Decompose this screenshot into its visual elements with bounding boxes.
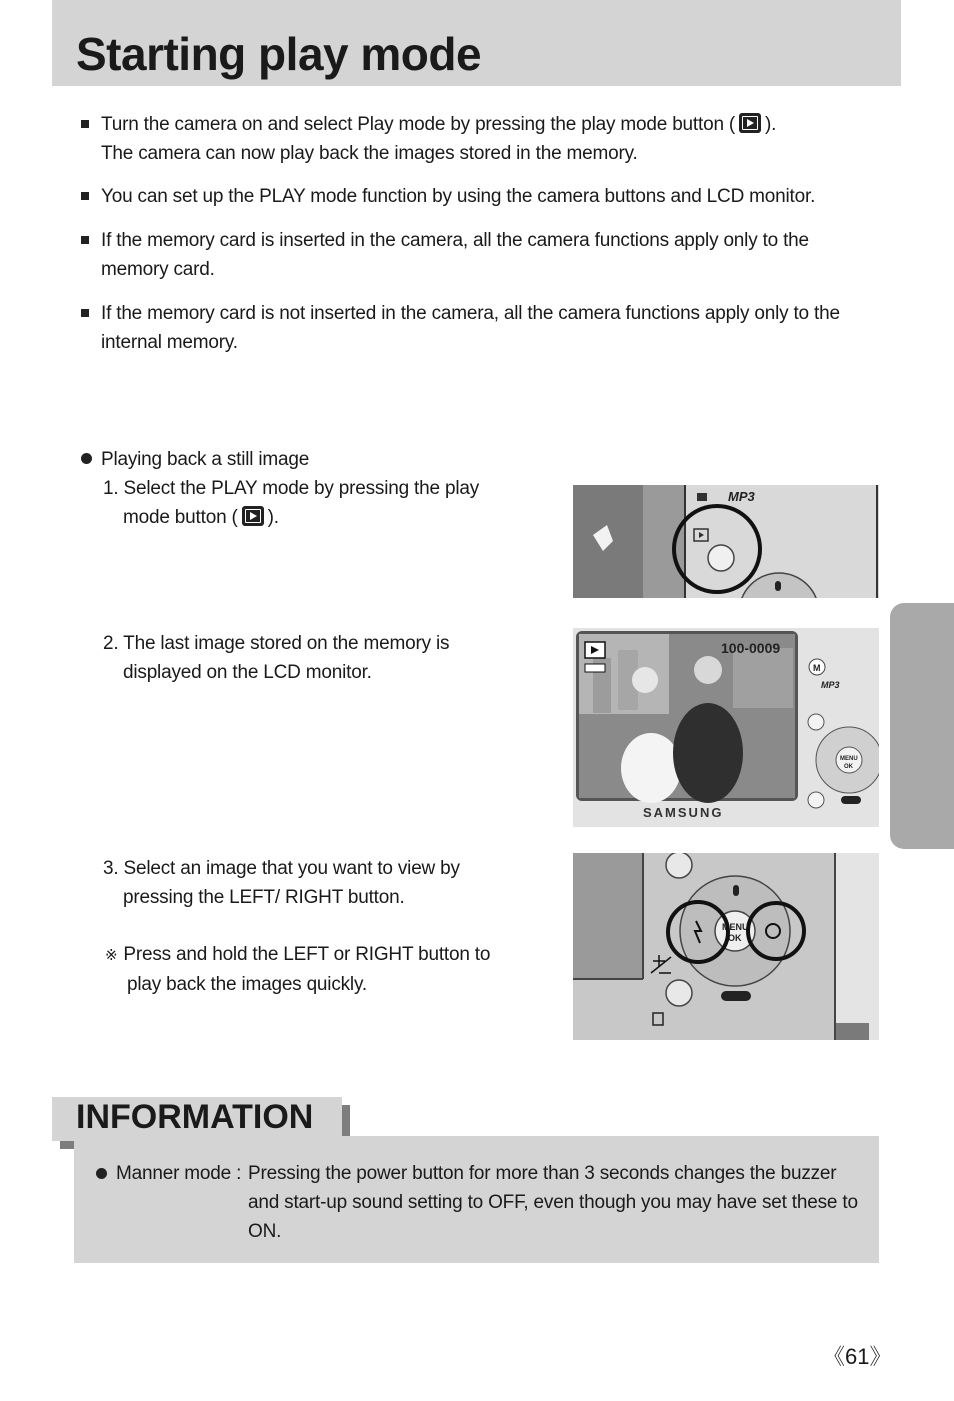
intro-item-4-text: If the memory card is not inserted in the camera, all the camera functions apply only to the internal memory. bbox=[101, 303, 840, 353]
camera-back-illustration-2 bbox=[573, 628, 879, 827]
ok-label: OK bbox=[844, 764, 853, 770]
step-3-line-1: 3. Select an image that you want to view by bbox=[103, 858, 460, 879]
intro-item-2 bbox=[81, 182, 871, 211]
step-2-line-2: displayed on the LCD monitor. bbox=[123, 662, 372, 683]
intro-item-2-text: You can set up the PLAY mode function by using the camera buttons and LCD monitor. bbox=[101, 186, 816, 207]
figure-left-right-buttons bbox=[573, 853, 879, 1040]
mp3-label-small: MP3 bbox=[821, 680, 840, 690]
intro-item-1-text: Turn the camera on and select Play mode by pressing the play mode button ( bbox=[101, 114, 736, 135]
information-label: INFORMATION bbox=[52, 1097, 342, 1141]
page-title: Starting play mode bbox=[76, 28, 482, 80]
figure-lcd-monitor bbox=[573, 628, 879, 827]
intro-item-3 bbox=[81, 226, 871, 284]
camera-back-illustration-1 bbox=[573, 485, 879, 598]
camera-back-illustration-3 bbox=[573, 853, 879, 1040]
page-number: 《61》 bbox=[823, 1344, 892, 1369]
step-3-line-2: pressing the LEFT/ RIGHT button. bbox=[123, 887, 405, 908]
play-mode-button-icon bbox=[242, 506, 264, 526]
ok-label-large: OK bbox=[728, 933, 742, 943]
square-bullet-icon bbox=[81, 309, 89, 317]
step-1 bbox=[103, 474, 479, 532]
mp3-label: MP3 bbox=[728, 489, 755, 504]
circle-bullet-icon bbox=[96, 1168, 107, 1179]
step-2 bbox=[103, 629, 449, 687]
section-heading: Playing back a still image bbox=[81, 445, 309, 474]
circle-bullet-icon bbox=[81, 453, 92, 464]
title-bar bbox=[52, 0, 901, 86]
file-number-label: 100-0009 bbox=[721, 640, 781, 656]
chapter-side-tab bbox=[890, 603, 954, 849]
intro-item-3-text: If the memory card is inserted in the camera, all the camera functions apply only to the memory card. bbox=[101, 230, 809, 280]
figure-play-button bbox=[573, 485, 879, 598]
information-body: Pressing the power button for more than 3 seconds changes the buzzer and start-up sound setting to OFF, even though you may have set these to ON. bbox=[248, 1163, 858, 1242]
square-bullet-icon bbox=[81, 120, 89, 128]
intro-item-1-text-2: The camera can now play back the images stored in the memory. bbox=[101, 143, 638, 164]
step-1-line-2: mode button ( ). bbox=[123, 507, 279, 528]
step-3 bbox=[103, 854, 460, 912]
play-mode-button-icon bbox=[739, 113, 761, 133]
step-3-note bbox=[105, 940, 490, 999]
svg-text:M: M bbox=[813, 663, 821, 673]
menu-label-large: MENU bbox=[722, 922, 749, 932]
menu-label: MENU bbox=[840, 756, 858, 762]
information-lead: Manner mode : bbox=[116, 1163, 242, 1184]
note-line-1: Press and hold the LEFT or RIGHT button to bbox=[123, 944, 491, 965]
note-line-2: play back the images quickly. bbox=[127, 974, 367, 995]
intro-item-1-text-end: ). bbox=[765, 114, 777, 135]
square-bullet-icon bbox=[81, 192, 89, 200]
step-1-line-1: 1. Select the PLAY mode by pressing the play bbox=[103, 478, 480, 499]
samsung-logo-text: SAMSUNG bbox=[643, 805, 724, 820]
square-bullet-icon bbox=[81, 236, 89, 244]
note-mark: ※ bbox=[105, 947, 118, 964]
intro-item-4 bbox=[81, 299, 871, 357]
intro-item-1 bbox=[81, 110, 871, 168]
step-2-line-1: 2. The last image stored on the memory is bbox=[103, 633, 450, 654]
